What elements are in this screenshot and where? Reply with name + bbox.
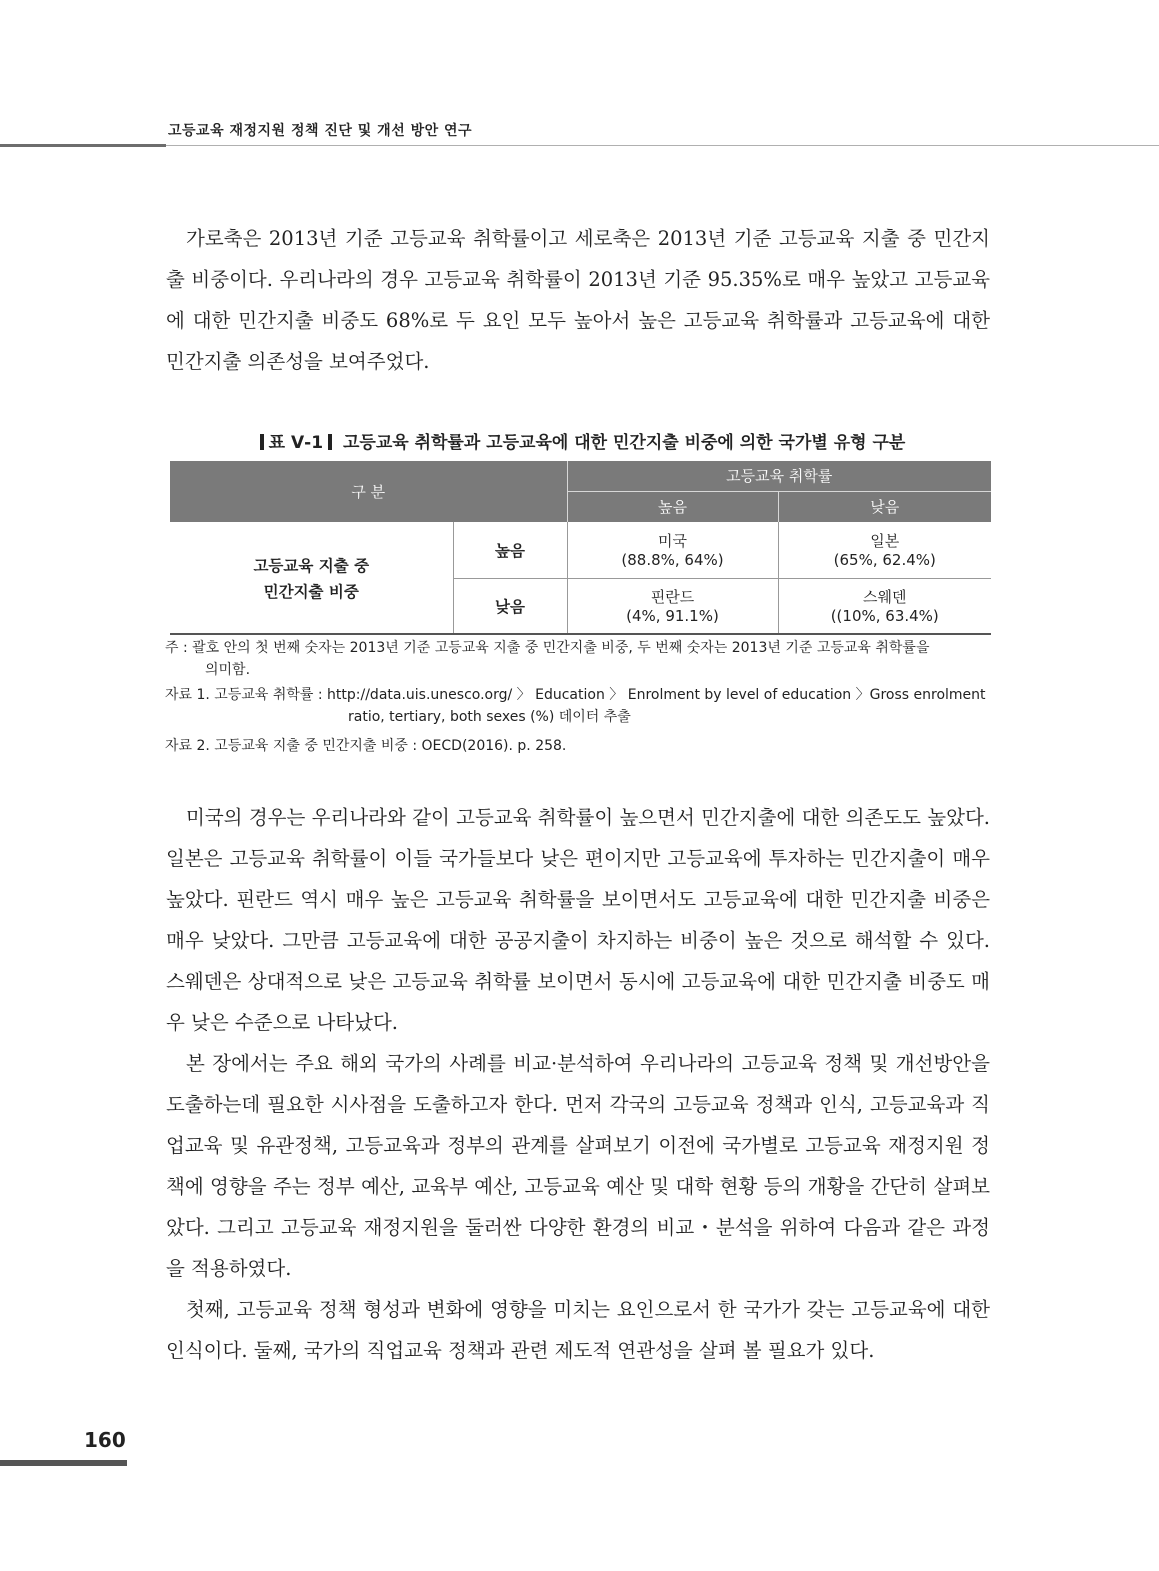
cell-finland-values: (4%, 91.1%) (626, 607, 719, 626)
caption-bar-right (328, 434, 332, 450)
paragraph-intro: 가로축은 2013년 기준 고등교육 취학률이고 세로축은 2013년 기준 고등교육 지출 중 민간지출 비중이다. 우리나라의 경우 고등교육 취학률이 2013년 기준 95.35%로 매우 높았고 고등교육에 대한 민간지출 비중도 68%로 두 요인 모두 높아서 높은 고등교육 취학률과 고등교육에 대한 민간지출 의존성을 보여주었다. (166, 227, 990, 373)
cell-usa-name: 미국 (658, 532, 687, 551)
source-2: 자료 2. 고등교육 지출 중 민간지출 비중 : OECD(2016). p. 258. (165, 738, 567, 754)
cell-japan (778, 522, 991, 578)
cell-sweden-values: ((10%, 63.4%) (830, 607, 939, 626)
caption-text: 고등교육 취학률과 고등교육에 대한 민간지출 비중에 의한 국가별 유형 구분 (342, 433, 906, 453)
header-rule (166, 145, 1159, 146)
header-gubun: 구 분 (170, 461, 567, 522)
table-note: 주 : 괄호 안의 첫 번째 숫자는 2013년 기준 고등교육 지출 중 민간지출 비중, 두 번째 숫자는 2013년 기준 고등교육 취학률을 (165, 640, 930, 656)
caption-label: 표 Ⅴ-1 (268, 433, 324, 453)
header-enrollment: 고등교육 취학률 (567, 461, 991, 491)
footer-rule (0, 1460, 127, 1466)
row-label-high: 높음 (453, 522, 567, 578)
paragraph-countries: 미국의 경우는 우리나라와 같이 고등교육 취학률이 높으면서 민간지출에 대한 의존도도 높았다. 일본은 고등교육 취학률이 이들 국가들보다 낮은 편이지만 고등교육에 투자하는 민간지출이 매우 높았다. 핀란드 역시 매우 높은 고등교육 취학률을 보이면서도 고등교육에 대한 민간지출 비중은 매우 낮았다. 그만큼 고등교육에 대한 공공지출이 차지하는 비중이 높은 것으로 해석할 수 있다. 스웨덴은 상대적으로 낮은 고등교육 취학률 보이면서 동시에 고등교육에 대한 민간지출 비중도 매우 낮은 수준으로 나타났다. (166, 806, 990, 1034)
caption-bar-left (260, 434, 264, 450)
page-number: 160 (84, 1428, 126, 1452)
cell-usa (567, 522, 778, 578)
row-group-label (170, 522, 453, 634)
cell-japan-values: (65%, 62.4%) (833, 551, 936, 570)
cell-usa-values: (88.8%, 64%) (621, 551, 724, 570)
cell-japan-name: 일본 (870, 532, 900, 551)
cell-sweden-name: 스웨덴 (863, 588, 907, 607)
source-1: 자료 1. 고등교육 취학률 : http://data.uis.unesco.org/ 〉 Education 〉 Enrolment by level of education 〉Gross enrolment (165, 687, 986, 703)
paragraph-chapter-method: 본 장에서는 주요 해외 국가의 사례를 비교·분석하여 우리나라의 고등교육 정책 및 개선방안을 도출하는데 필요한 시사점을 도출하고자 한다. 먼저 각국의 고등교육 정책과 인식, 고등교육과 직업교육 및 유관정책, 고등교육과 정부의 관계를 살펴보기 이전에 국가별로 고등교육 재정지원 정책에 영향을 주는 정부 예산, 교육부 예산, 고등교육 예산 및 대학 현황 등의 개황을 간단히 살펴보았다. 그리고 고등교육 재정지원을 둘러싼 다양한 환경의 비교・분석을 위하여 다음과 같은 과정을 적용하였다. (166, 1052, 990, 1280)
row-label-low: 낮음 (453, 578, 567, 634)
header-col-high: 높음 (567, 491, 778, 522)
paragraph-factors: 첫째, 고등교육 정책 형성과 변화에 영향을 미치는 요인으로서 한 국가가 갖는 고등교육에 대한 인식이다. 둘째, 국가의 직업교육 정책과 관련 제도적 연관성을 살펴 볼 필요가 있다. (166, 1298, 990, 1362)
country-type-table (170, 461, 991, 635)
running-header: 고등교육 재정지원 정책 진단 및 개선 방안 연구 (168, 123, 473, 139)
header-rule-accent (0, 144, 166, 147)
cell-finland-name: 핀란드 (650, 588, 695, 607)
row-group-label-line2: 민간지출 비중 (263, 582, 359, 601)
cell-sweden (778, 578, 991, 634)
cell-finland (567, 578, 778, 634)
table-note-cont: 의미함. (205, 662, 251, 678)
source-1-cont: ratio, tertiary, both sexes (%) 데이터 추출 (348, 709, 631, 725)
row-group-label-line1: 고등교육 지출 중 (253, 556, 370, 575)
table-caption (170, 428, 990, 453)
header-col-low: 낮음 (778, 491, 991, 522)
